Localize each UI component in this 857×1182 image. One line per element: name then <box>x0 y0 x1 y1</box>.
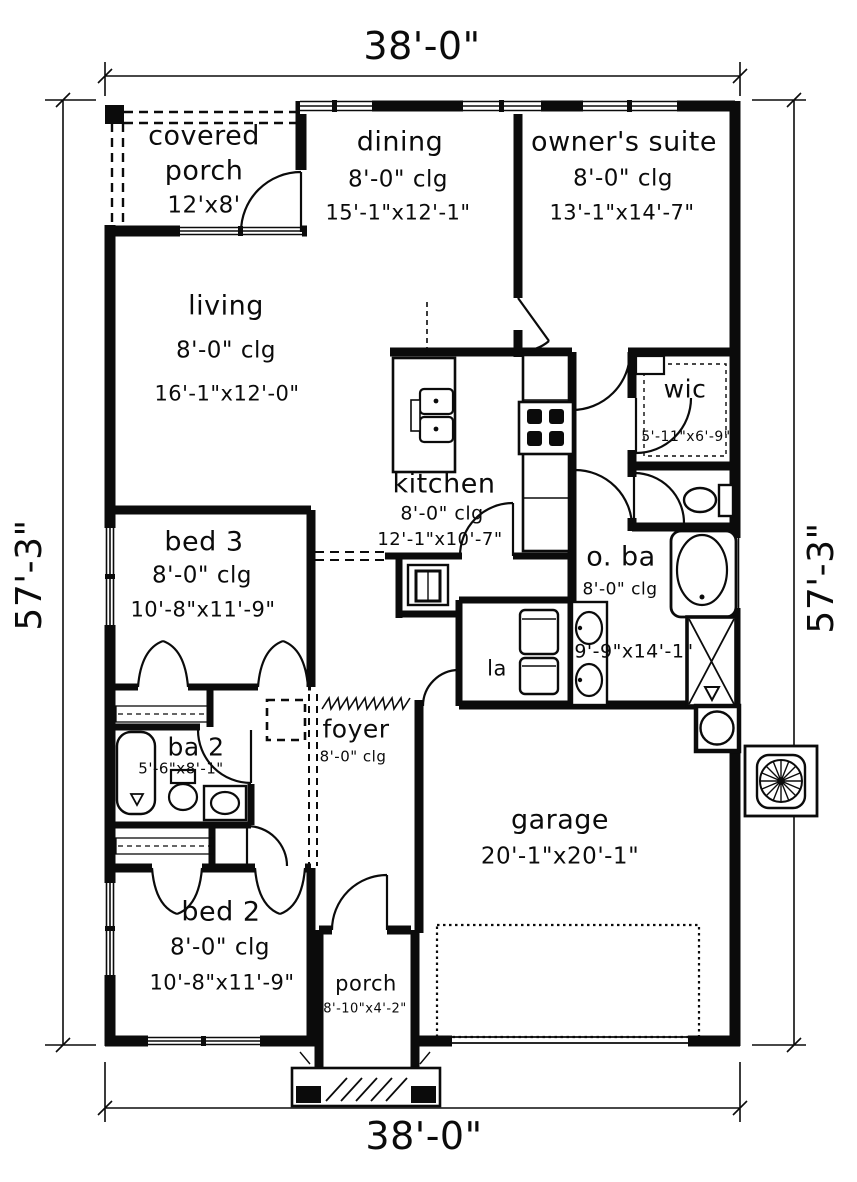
insulation-zigzag <box>322 698 410 709</box>
label-owners-bath-ceiling: 8'-0" clg <box>582 579 658 600</box>
owners-bath-tub <box>671 531 736 617</box>
attic-access <box>267 700 305 740</box>
label-covered-porch-size: 12'x8' <box>167 192 241 219</box>
dimension-right: 57'-3" <box>801 522 842 634</box>
washer-dryer <box>520 610 558 694</box>
label-bed3-ceiling: 8'-0" clg <box>152 562 252 589</box>
ac-condenser-fan-icon <box>745 746 817 816</box>
label-bed3-name: bed 3 <box>164 526 244 558</box>
hall-cabinet <box>408 565 448 605</box>
label-kitchen-size: 12'-1"x10'-7" <box>377 529 503 550</box>
window-bed2-bottom <box>148 1035 260 1048</box>
label-owners-suite-name: owner's suite <box>531 126 717 158</box>
label-bed2-size: 10'-8"x11'-9" <box>149 970 295 995</box>
kitchen-island-sink <box>393 358 455 472</box>
door-laundry-hall <box>423 670 459 706</box>
label-foyer-name: foyer <box>322 714 390 744</box>
label-owners-bath-name: o. ba <box>586 541 656 573</box>
label-kitchen-name: kitchen <box>392 468 496 500</box>
label-wic-size: 5'-11"x6'-9" <box>641 429 731 445</box>
label-garage-name: garage <box>510 804 610 836</box>
label-bath2-size: 5'-6"x8'-1" <box>138 759 224 778</box>
label-bed3-size: 10'-8"x11'-9" <box>130 597 276 622</box>
dimension-bottom: 38'-0" <box>365 1114 483 1158</box>
window-dining-right <box>463 98 541 114</box>
water-heater <box>696 706 739 751</box>
door-bed3-entry <box>258 641 308 687</box>
label-foyer-ceiling: 8'-0" clg <box>319 747 387 766</box>
door-owners-entry <box>572 352 630 410</box>
garage-ceiling-outline <box>437 925 699 1037</box>
label-living-name: living <box>188 290 264 322</box>
label-owners-bath-size: 9'-9"x14'-1" <box>574 640 694 663</box>
dimension-top: 38'-0" <box>363 24 481 68</box>
label-kitchen-ceiling: 8'-0" clg <box>400 502 484 525</box>
shower <box>687 617 736 706</box>
label-bed2-ceiling: 8'-0" clg <box>170 934 270 961</box>
window-bed2-left <box>104 883 116 975</box>
kitchen-counter-range <box>519 355 573 551</box>
window-bed3 <box>104 528 116 625</box>
label-dining-ceiling: 8'-0" clg <box>348 166 448 193</box>
label-porch-name: porch <box>335 971 397 996</box>
door-bed3-closet <box>138 641 188 687</box>
door-porch-living <box>241 172 301 232</box>
door-owners-bath <box>575 470 632 527</box>
range <box>519 402 573 454</box>
label-dining-size: 15'-1"x12'-1" <box>325 200 471 225</box>
label-garage-size: 20'-1"x20'-1" <box>480 843 640 870</box>
window-owners-suite <box>583 98 677 114</box>
door-owners-suite <box>518 298 549 351</box>
label-dining-name: dining <box>356 126 444 158</box>
bath2-sink <box>204 786 246 820</box>
label-owners-suite-size: 13'-1"x14'-7" <box>549 200 695 225</box>
porch-post <box>105 105 124 124</box>
label-porch-size: 8'-10"x4'-2" <box>323 1001 407 1017</box>
window-dining-left <box>300 98 372 114</box>
label-laundry-name: la <box>487 656 507 681</box>
dimension-left: 57'-3" <box>9 519 50 631</box>
door-hall-closet2 <box>247 826 287 866</box>
label-bath2-name: ba 2 <box>167 732 225 762</box>
label-owners-suite-ceiling: 8'-0" clg <box>573 165 673 192</box>
door-front-entry <box>332 875 387 930</box>
label-living-size: 16'-1"x12'-0" <box>154 381 300 406</box>
label-covered-porch-2: porch <box>164 155 244 187</box>
label-living-ceiling: 8'-0" clg <box>176 337 276 364</box>
door-toilet-room <box>634 473 684 523</box>
wic-shelf-corner <box>636 356 664 374</box>
label-bed2-name: bed 2 <box>181 896 261 928</box>
label-covered-porch-1: covered <box>148 120 260 152</box>
label-wic-name: wic <box>663 374 707 404</box>
garage-door <box>452 1033 688 1050</box>
toilet <box>684 485 733 516</box>
